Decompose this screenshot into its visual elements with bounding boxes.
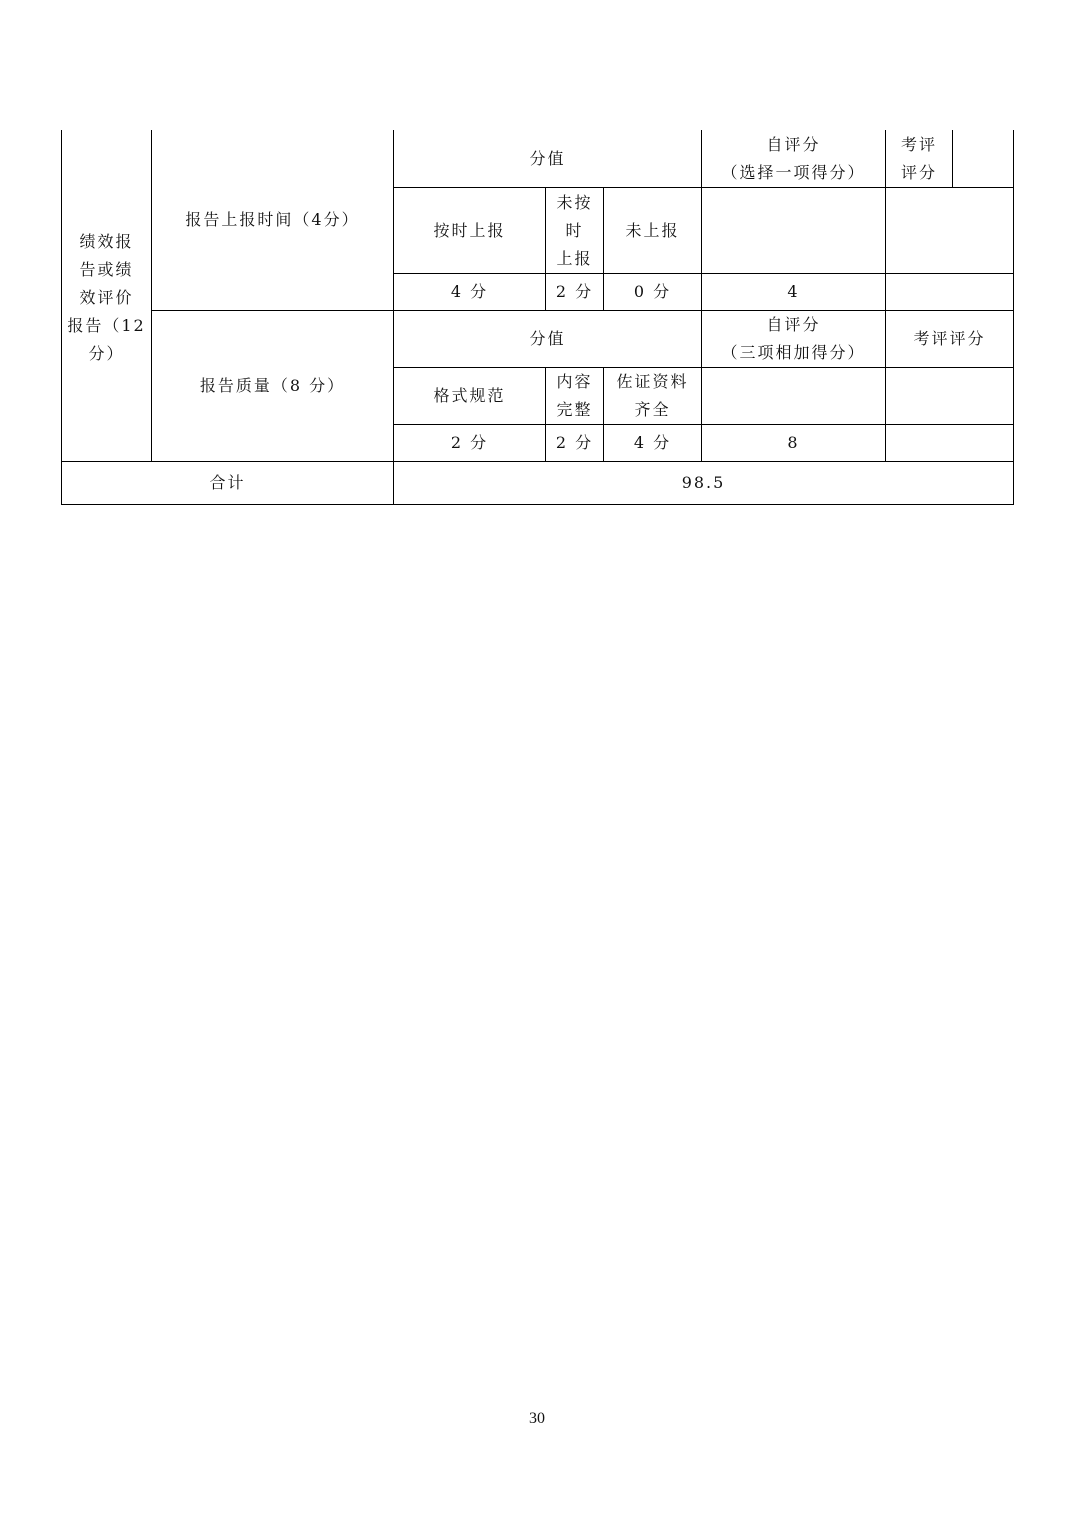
vline-right bbox=[1013, 130, 1014, 505]
report-time-review-score bbox=[886, 274, 1013, 310]
report-quality-option-evidence: 佐证资料 齐全 bbox=[616, 372, 689, 419]
section-label: 绩效报 告或绩 效评价 报告（12 分） bbox=[67, 231, 146, 363]
report-quality-points-format: 2 分 bbox=[450, 433, 489, 452]
page-number: 30 bbox=[529, 1410, 545, 1427]
report-quality-option-format: 格式规范 bbox=[433, 386, 506, 405]
report-time-option-late: 未按 时 上报 bbox=[556, 192, 593, 268]
report-time-points-late: 2 分 bbox=[555, 282, 594, 301]
report-quality-points-evidence: 4 分 bbox=[633, 433, 672, 452]
report-quality-review-score bbox=[886, 425, 1013, 461]
report-quality-review-header: 考评评分 bbox=[913, 329, 986, 348]
report-time-self-header: 自评分 （选择一项得分） bbox=[721, 134, 866, 182]
total-label: 合计 bbox=[209, 473, 246, 492]
report-time-self-score: 4 bbox=[787, 282, 800, 301]
report-quality-self-header: 自评分 （三项相加得分） bbox=[721, 315, 866, 362]
report-quality-self-score: 8 bbox=[787, 433, 800, 452]
report-quality-label: 报告质量（8 分） bbox=[199, 376, 346, 395]
report-time-points-ontime: 4 分 bbox=[450, 282, 489, 301]
report-quality-option-content: 内容 完整 bbox=[556, 372, 593, 419]
report-quality-score-header: 分值 bbox=[529, 329, 566, 348]
report-time-option-ontime: 按时上报 bbox=[433, 220, 506, 240]
report-time-option-none: 未上报 bbox=[625, 220, 680, 240]
vline-section bbox=[151, 130, 152, 462]
report-quality-points-content: 2 分 bbox=[555, 433, 594, 452]
vline-review-split bbox=[952, 130, 953, 188]
report-time-score-header: 分值 bbox=[529, 148, 566, 168]
total-value: 98.5 bbox=[681, 473, 726, 492]
report-time-label: 报告上报时间（4分） bbox=[185, 210, 360, 229]
hline-table-bottom bbox=[61, 504, 1014, 505]
report-time-points-none: 0 分 bbox=[633, 282, 672, 301]
report-time-review-header: 考评 评分 bbox=[900, 134, 937, 182]
